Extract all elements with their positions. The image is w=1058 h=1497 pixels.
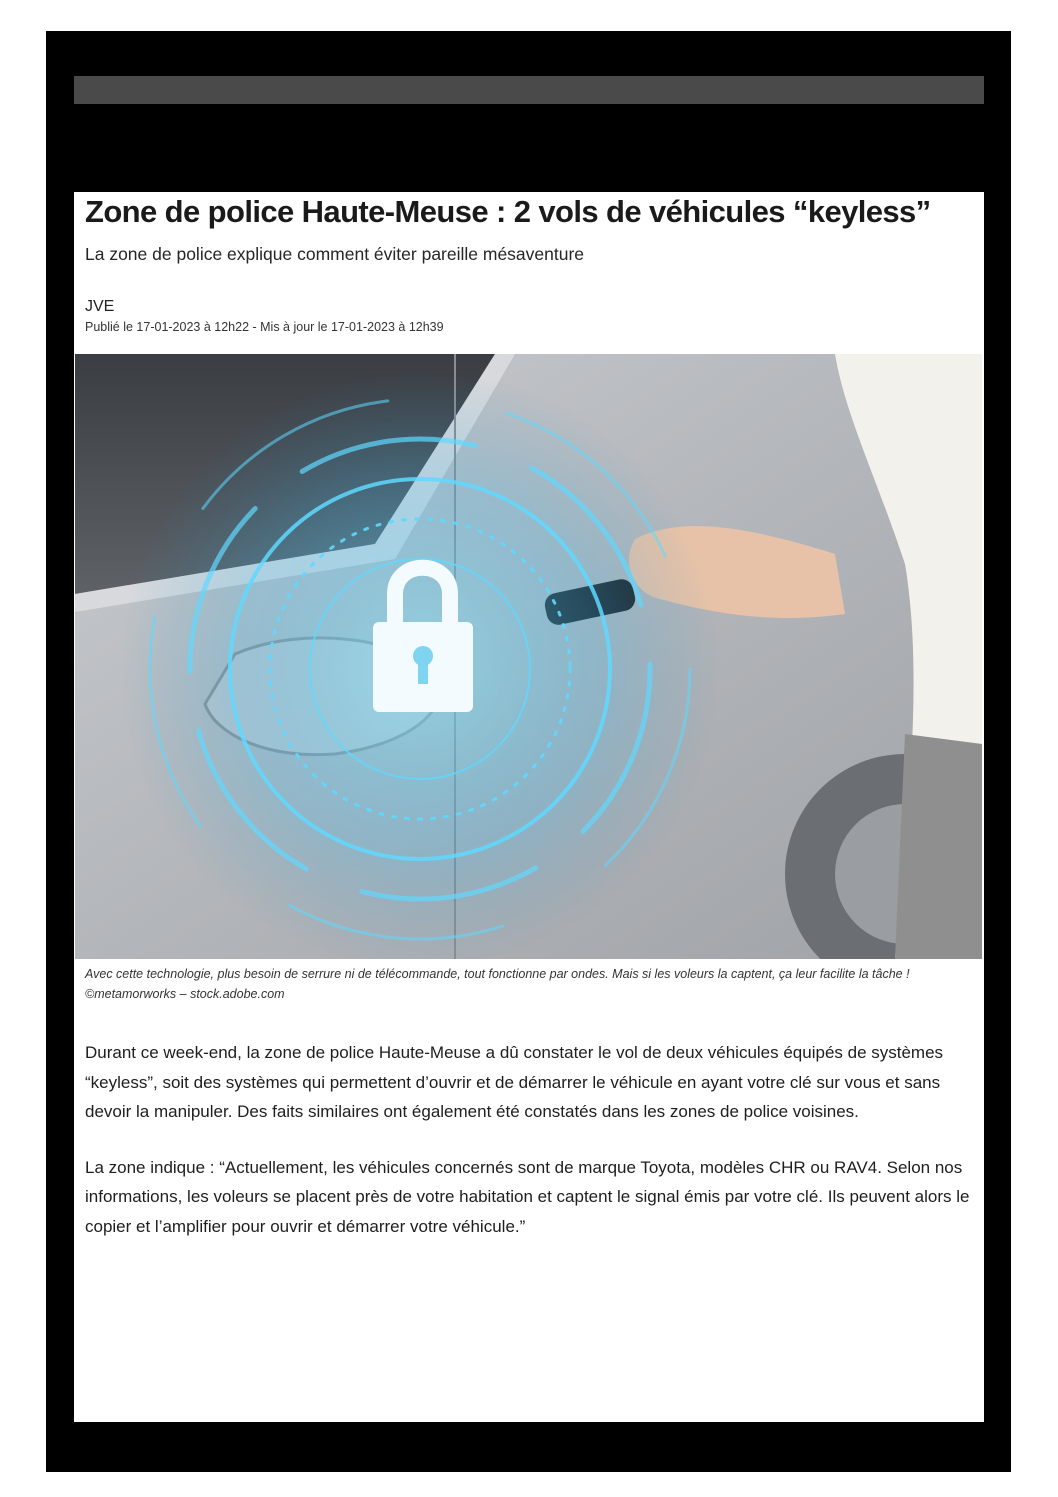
article-subtitle: La zone de police explique comment éviter pareille mésaventure xyxy=(85,244,585,264)
paragraph: La zone indique : “Actuellement, les véhicules concernés sont de marque Toyota, modèles CHR ou RAV4. Selon nos informations, les voleurs se placent près de votre habitation et captent le signal émis par votre clé. Ils peuvent alors le copier et l’amplifier pour ouvrir et démarrer votre véhicule.” xyxy=(85,1157,970,1236)
header-bar xyxy=(74,76,984,104)
article-body xyxy=(85,1038,975,1267)
author-name: JVE xyxy=(85,298,115,315)
article xyxy=(74,192,984,1422)
image-caption: Avec cette technologie, plus besoin de serrure ni de télécommande, tout fonctionne par ondes. Mais si les voleurs la captent, ça leur facilite la tâche ! ©metamorworks – stock.adobe.com xyxy=(85,967,910,1001)
publish-dates: Publié le 17-01-2023 à 12h22 - Mis à jour le 17-01-2023 à 12h39 xyxy=(85,320,444,334)
paragraph: Durant ce week-end, la zone de police Haute-Meuse a dû constater le vol de deux véhicules équipés de systèmes “keyless”, soit des systèmes qui permettent d’ouvrir et de démarrer le véhicule en ayant votre clé sur vous et sans devoir la manipuler. Des faits similaires ont également été constatés dans les zones de police voisines. xyxy=(85,1043,944,1121)
article-image xyxy=(75,354,982,959)
article-title: Zone de police Haute-Meuse : 2 vols de véhicules “keyless” xyxy=(85,194,931,229)
